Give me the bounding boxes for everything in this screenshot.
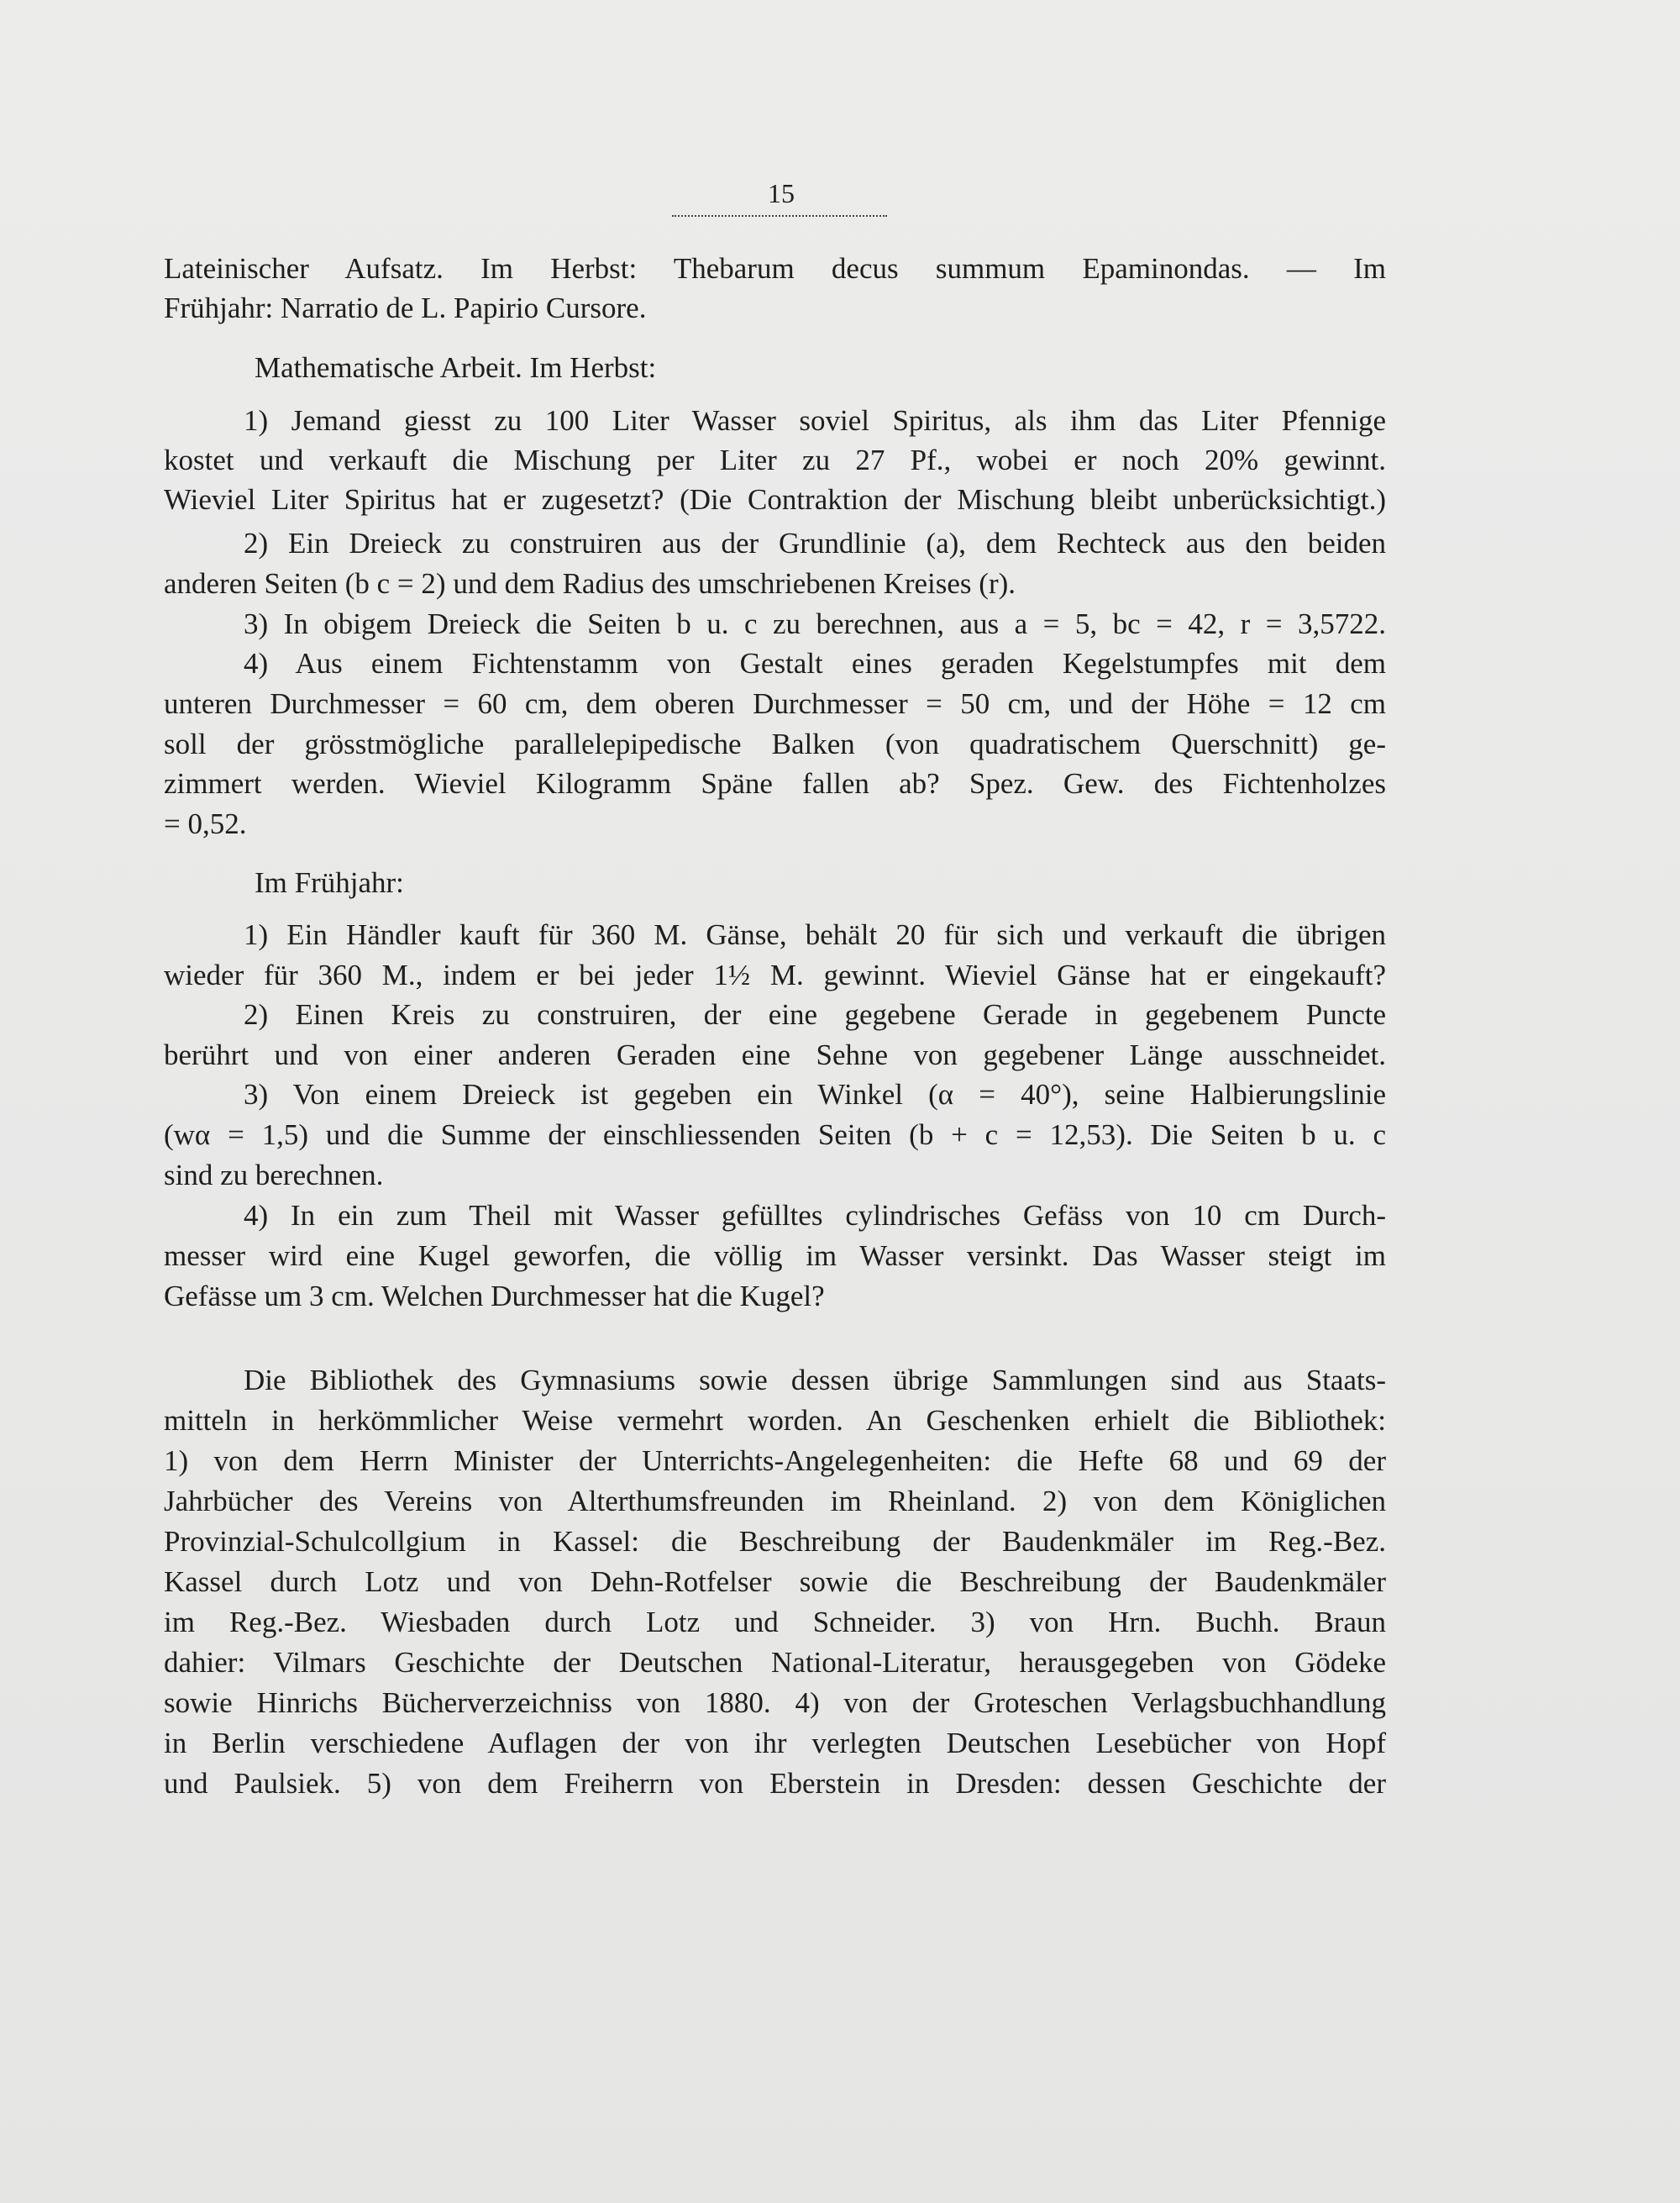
- text-line: anderen Seiten (b c = 2) und dem Radius des umschriebenen Kreises (r).: [164, 567, 1016, 600]
- section-heading: Im Frühjahr:: [255, 866, 404, 899]
- text-line: zimmert werden. Wieviel Kilogramm Späne fallen ab? Spez. Gew. des Fichtenholzes: [164, 767, 1386, 800]
- text-line: 1) Jemand giesst zu 100 Liter Wasser soviel Spiritus, als ihm das Liter Pfennige: [244, 404, 1386, 437]
- text-line: Jahrbücher des Vereins von Alterthumsfreunden im Rheinland. 2) von dem Königlichen: [164, 1485, 1386, 1517]
- text-line: soll der grösstmögliche parallelepipedische Balken (von quadratischem Querschnitt) ge-: [164, 728, 1386, 760]
- text-line: kostet und verkauft die Mischung per Liter zu 27 Pf., wobei er noch 20% gewinnt.: [164, 444, 1386, 476]
- text-line: Gefässe um 3 cm. Welchen Durchmesser hat die Kugel?: [164, 1280, 825, 1312]
- text-line: Lateinischer Aufsatz. Im Herbst: Thebarum decus summum Epaminondas. — Im: [164, 252, 1386, 285]
- text-line: 1) von dem Herrn Minister der Unterrichts-Angelegenheiten: die Hefte 68 und 69 der: [164, 1444, 1386, 1477]
- text-line: (wα = 1,5) und die Summe der einschliessenden Seiten (b + c = 12,53). Die Seiten b u. c: [164, 1118, 1386, 1151]
- text-line: und Paulsiek. 5) von dem Freiherrn von Eberstein in Dresden: dessen Geschichte der: [164, 1767, 1386, 1800]
- text-line: dahier: Vilmars Geschichte der Deutschen National-Literatur, herausgegeben von Gödeke: [164, 1646, 1386, 1679]
- text-line: Wieviel Liter Spiritus hat er zugesetzt? (Die Contraktion der Mischung bleibt unberücksichtigt.): [164, 483, 1386, 516]
- text-line: in Berlin verschiedene Auflagen der von ihr verlegten Deutschen Lesebücher von Hopf: [164, 1727, 1386, 1759]
- page-number: 15: [768, 178, 795, 208]
- text-line: wieder für 360 M., indem er bei jeder 1½ M. gewinnt. Wieviel Gänse hat er eingekauft?: [164, 959, 1386, 991]
- text-line: Kassel durch Lotz und von Dehn-Rotfelser sowie die Beschreibung der Baudenkmäler: [164, 1565, 1386, 1598]
- text-line: berührt und von einer anderen Geraden eine Sehne von gegebener Länge ausschneidet.: [164, 1038, 1386, 1071]
- text-line: Provinzial-Schulcollgium in Kassel: die Beschreibung der Baudenkmäler im Reg.-Bez.: [164, 1525, 1386, 1558]
- text-line: 1) Ein Händler kauft für 360 M. Gänse, behält 20 für sich und verkauft die übrigen: [244, 918, 1386, 951]
- header-rule: [672, 215, 887, 217]
- text-line: mitteln in herkömmlicher Weise vermehrt worden. An Geschenken erhielt die Bibliothek:: [164, 1404, 1386, 1437]
- text-line: 2) Einen Kreis zu construiren, der eine gegebene Gerade in gegebenem Puncte: [244, 998, 1386, 1031]
- text-line: Frühjahr: Narratio de L. Papirio Cursore.: [164, 292, 647, 324]
- text-line: unteren Durchmesser = 60 cm, dem oberen Durchmesser = 50 cm, und der Höhe = 12 cm: [164, 687, 1386, 720]
- text-line: messer wird eine Kugel geworfen, die völlig im Wasser versinkt. Das Wasser steigt im: [164, 1239, 1386, 1272]
- text-line: im Reg.-Bez. Wiesbaden durch Lotz und Schneider. 3) von Hrn. Buchh. Braun: [164, 1606, 1386, 1638]
- section-heading: Mathematische Arbeit. Im Herbst:: [255, 351, 657, 384]
- text-line: 3) In obigem Dreieck die Seiten b u. c zu berechnen, aus a = 5, bc = 42, r = 3,5722.: [244, 607, 1386, 640]
- text-line: sowie Hinrichs Bücherverzeichniss von 1880. 4) von der Groteschen Verlagsbuchhandlung: [164, 1686, 1386, 1719]
- text-line: 4) Aus einem Fichtenstamm von Gestalt eines geraden Kegelstumpfes mit dem: [244, 647, 1386, 680]
- text-line: = 0,52.: [164, 807, 247, 840]
- text-line: 3) Von einem Dreieck ist gegeben ein Winkel (α = 40°), seine Halbierungslinie: [244, 1078, 1386, 1111]
- text-line: sind zu berechnen.: [164, 1159, 384, 1191]
- text-line: 2) Ein Dreieck zu construiren aus der Grundlinie (a), dem Rechteck aus den beiden: [244, 527, 1386, 560]
- text-line: Die Bibliothek des Gymnasiums sowie dessen übrige Sammlungen sind aus Staats-: [244, 1364, 1386, 1396]
- text-line: 4) In ein zum Theil mit Wasser gefülltes cylindrisches Gefäss von 10 cm Durch-: [244, 1199, 1386, 1232]
